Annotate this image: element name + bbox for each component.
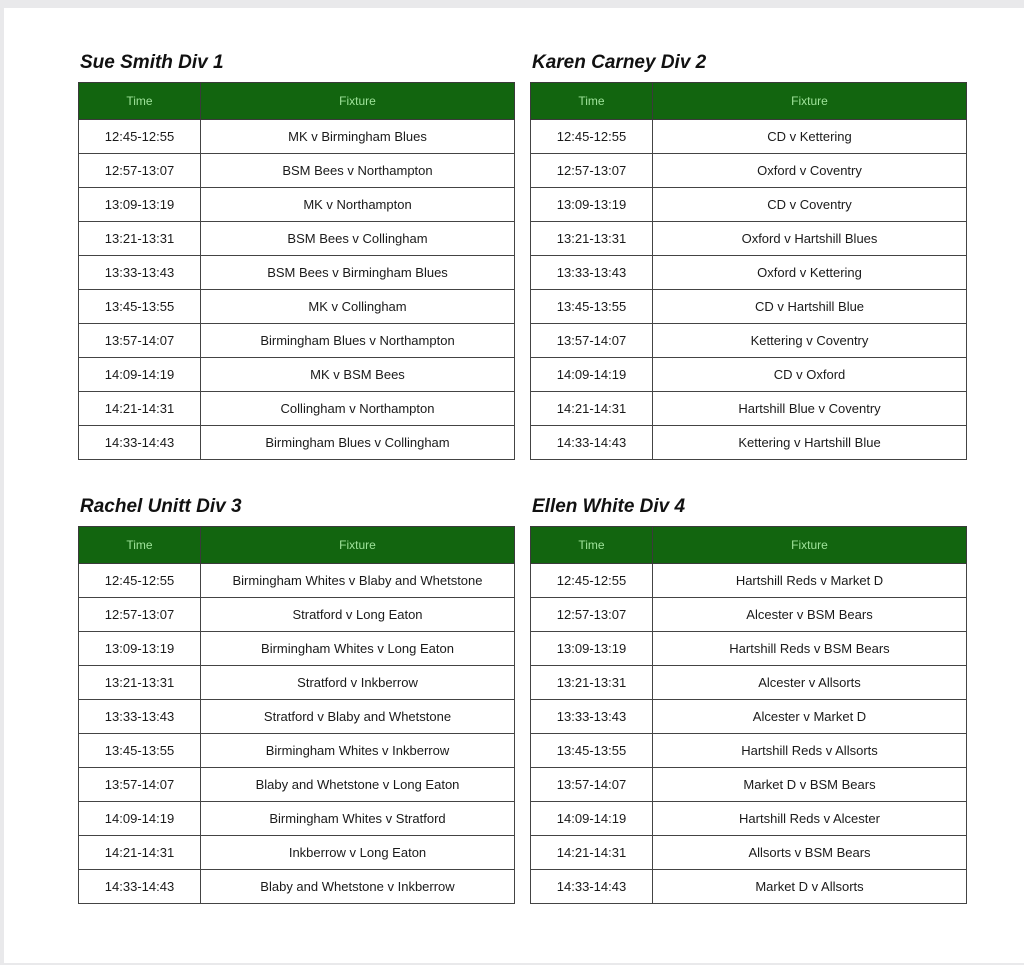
fixture-cell: Collingham v Northampton xyxy=(201,392,515,426)
time-cell: 12:45-12:55 xyxy=(79,120,201,154)
time-cell: 13:21-13:31 xyxy=(531,666,653,700)
table-row xyxy=(79,632,515,666)
fixture-cell: BSM Bees v Collingham xyxy=(201,222,515,256)
table-row xyxy=(531,392,967,426)
table-header-row xyxy=(79,527,515,564)
fixture-cell: Stratford v Long Eaton xyxy=(201,598,515,632)
fixture-cell: Inkberrow v Long Eaton xyxy=(201,836,515,870)
fixture-cell: Hartshill Blue v Coventry xyxy=(653,392,967,426)
fixture-cell: Blaby and Whetstone v Inkberrow xyxy=(201,870,515,904)
time-cell: 13:57-14:07 xyxy=(531,324,653,358)
fixture-column-header: Fixture xyxy=(653,83,967,120)
fixture-cell: Hartshill Reds v BSM Bears xyxy=(653,632,967,666)
table-row xyxy=(531,188,967,222)
time-cell: 13:33-13:43 xyxy=(79,700,201,734)
table-row xyxy=(79,564,515,598)
time-cell: 13:21-13:31 xyxy=(531,222,653,256)
division-block xyxy=(530,48,966,460)
time-cell: 12:57-13:07 xyxy=(531,154,653,188)
table-header-row xyxy=(531,83,967,120)
fixture-cell: Birmingham Blues v Collingham xyxy=(201,426,515,460)
table-row xyxy=(531,870,967,904)
fixture-cell: Hartshill Reds v Alcester xyxy=(653,802,967,836)
fixture-cell: MK v BSM Bees xyxy=(201,358,515,392)
fixture-cell: CD v Hartshill Blue xyxy=(653,290,967,324)
fixture-column-header: Fixture xyxy=(201,527,515,564)
table-row xyxy=(531,120,967,154)
fixture-cell: Birmingham Whites v Long Eaton xyxy=(201,632,515,666)
time-column-header: Time xyxy=(531,83,653,120)
table-row xyxy=(79,802,515,836)
time-cell: 13:33-13:43 xyxy=(531,700,653,734)
fixture-cell: Birmingham Blues v Northampton xyxy=(201,324,515,358)
table-row xyxy=(79,188,515,222)
time-cell: 14:09-14:19 xyxy=(531,358,653,392)
time-cell: 13:33-13:43 xyxy=(531,256,653,290)
fixture-cell: MK v Collingham xyxy=(201,290,515,324)
fixture-cell: Birmingham Whites v Blaby and Whetstone xyxy=(201,564,515,598)
division-title: Rachel Unitt Div 3 xyxy=(80,496,242,517)
fixtures-table xyxy=(530,526,967,904)
table-row xyxy=(531,324,967,358)
table-row xyxy=(531,734,967,768)
table-row xyxy=(531,222,967,256)
table-row xyxy=(531,836,967,870)
table-row xyxy=(79,290,515,324)
fixture-cell: CD v Coventry xyxy=(653,188,967,222)
time-cell: 13:09-13:19 xyxy=(79,188,201,222)
time-cell: 13:57-14:07 xyxy=(79,768,201,802)
time-cell: 14:33-14:43 xyxy=(79,870,201,904)
table-row xyxy=(79,324,515,358)
time-cell: 14:09-14:19 xyxy=(79,358,201,392)
table-row xyxy=(531,290,967,324)
fixture-cell: Alcester v Market D xyxy=(653,700,967,734)
fixture-cell: Birmingham Whites v Inkberrow xyxy=(201,734,515,768)
division-title: Sue Smith Div 1 xyxy=(80,52,224,73)
table-row xyxy=(79,120,515,154)
fixture-cell: Birmingham Whites v Stratford xyxy=(201,802,515,836)
division-block xyxy=(78,48,514,460)
fixture-cell: Kettering v Hartshill Blue xyxy=(653,426,967,460)
fixture-cell: Hartshill Reds v Allsorts xyxy=(653,734,967,768)
fixture-cell: MK v Birmingham Blues xyxy=(201,120,515,154)
time-cell: 14:09-14:19 xyxy=(531,802,653,836)
time-column-header: Time xyxy=(79,83,201,120)
table-row xyxy=(531,358,967,392)
division-title: Ellen White Div 4 xyxy=(532,496,686,517)
fixture-cell: Oxford v Coventry xyxy=(653,154,967,188)
fixture-cell: Kettering v Coventry xyxy=(653,324,967,358)
fixture-cell: Alcester v BSM Bears xyxy=(653,598,967,632)
fixture-column-header: Fixture xyxy=(653,527,967,564)
time-cell: 13:57-14:07 xyxy=(79,324,201,358)
fixture-cell: CD v Kettering xyxy=(653,120,967,154)
fixture-cell: Alcester v Allsorts xyxy=(653,666,967,700)
table-row xyxy=(79,358,515,392)
fixture-cell: Market D v BSM Bears xyxy=(653,768,967,802)
fixture-cell: Oxford v Hartshill Blues xyxy=(653,222,967,256)
division-block xyxy=(530,492,966,904)
fixture-cell: CD v Oxford xyxy=(653,358,967,392)
time-cell: 13:21-13:31 xyxy=(79,666,201,700)
fixture-cell: Stratford v Inkberrow xyxy=(201,666,515,700)
time-cell: 12:57-13:07 xyxy=(79,598,201,632)
time-cell: 14:09-14:19 xyxy=(79,802,201,836)
time-cell: 12:45-12:55 xyxy=(531,564,653,598)
table-row xyxy=(531,564,967,598)
table-row xyxy=(79,870,515,904)
fixtures-table xyxy=(78,526,515,904)
table-row xyxy=(531,154,967,188)
table-row xyxy=(79,768,515,802)
table-header-row xyxy=(531,527,967,564)
table-row xyxy=(79,426,515,460)
table-row xyxy=(531,598,967,632)
time-cell: 14:21-14:31 xyxy=(79,836,201,870)
time-cell: 14:33-14:43 xyxy=(79,426,201,460)
time-cell: 13:33-13:43 xyxy=(79,256,201,290)
time-cell: 13:45-13:55 xyxy=(531,290,653,324)
time-cell: 13:09-13:19 xyxy=(531,188,653,222)
table-row xyxy=(79,700,515,734)
fixture-cell: Stratford v Blaby and Whetstone xyxy=(201,700,515,734)
table-row xyxy=(79,734,515,768)
fixture-cell: MK v Northampton xyxy=(201,188,515,222)
table-row xyxy=(531,768,967,802)
time-cell: 14:33-14:43 xyxy=(531,426,653,460)
time-cell: 12:45-12:55 xyxy=(531,120,653,154)
fixture-cell: Hartshill Reds v Market D xyxy=(653,564,967,598)
fixture-cell: BSM Bees v Northampton xyxy=(201,154,515,188)
table-row xyxy=(531,256,967,290)
time-cell: 13:45-13:55 xyxy=(531,734,653,768)
fixture-cell: Market D v Allsorts xyxy=(653,870,967,904)
table-row xyxy=(79,154,515,188)
time-column-header: Time xyxy=(79,527,201,564)
fixture-cell: BSM Bees v Birmingham Blues xyxy=(201,256,515,290)
time-cell: 14:21-14:31 xyxy=(531,836,653,870)
fixture-cell: Allsorts v BSM Bears xyxy=(653,836,967,870)
time-column-header: Time xyxy=(531,527,653,564)
table-row xyxy=(79,598,515,632)
time-cell: 14:21-14:31 xyxy=(531,392,653,426)
table-header-row xyxy=(79,83,515,120)
fixtures-table xyxy=(78,82,515,460)
division-title: Karen Carney Div 2 xyxy=(532,52,707,73)
fixtures-page xyxy=(4,8,1024,963)
table-row xyxy=(531,700,967,734)
time-cell: 13:09-13:19 xyxy=(531,632,653,666)
fixtures-table xyxy=(530,82,967,460)
table-row xyxy=(531,802,967,836)
table-row xyxy=(79,836,515,870)
fixture-cell: Oxford v Kettering xyxy=(653,256,967,290)
time-cell: 14:21-14:31 xyxy=(79,392,201,426)
table-row xyxy=(79,222,515,256)
table-row xyxy=(531,426,967,460)
time-cell: 13:57-14:07 xyxy=(531,768,653,802)
time-cell: 14:33-14:43 xyxy=(531,870,653,904)
time-cell: 12:57-13:07 xyxy=(531,598,653,632)
time-cell: 13:45-13:55 xyxy=(79,734,201,768)
time-cell: 13:21-13:31 xyxy=(79,222,201,256)
time-cell: 12:57-13:07 xyxy=(79,154,201,188)
fixture-cell: Blaby and Whetstone v Long Eaton xyxy=(201,768,515,802)
table-row xyxy=(79,666,515,700)
table-row xyxy=(531,632,967,666)
time-cell: 12:45-12:55 xyxy=(79,564,201,598)
fixture-column-header: Fixture xyxy=(201,83,515,120)
table-row xyxy=(79,392,515,426)
time-cell: 13:09-13:19 xyxy=(79,632,201,666)
time-cell: 13:45-13:55 xyxy=(79,290,201,324)
table-row xyxy=(531,666,967,700)
division-block xyxy=(78,492,514,904)
table-row xyxy=(79,256,515,290)
